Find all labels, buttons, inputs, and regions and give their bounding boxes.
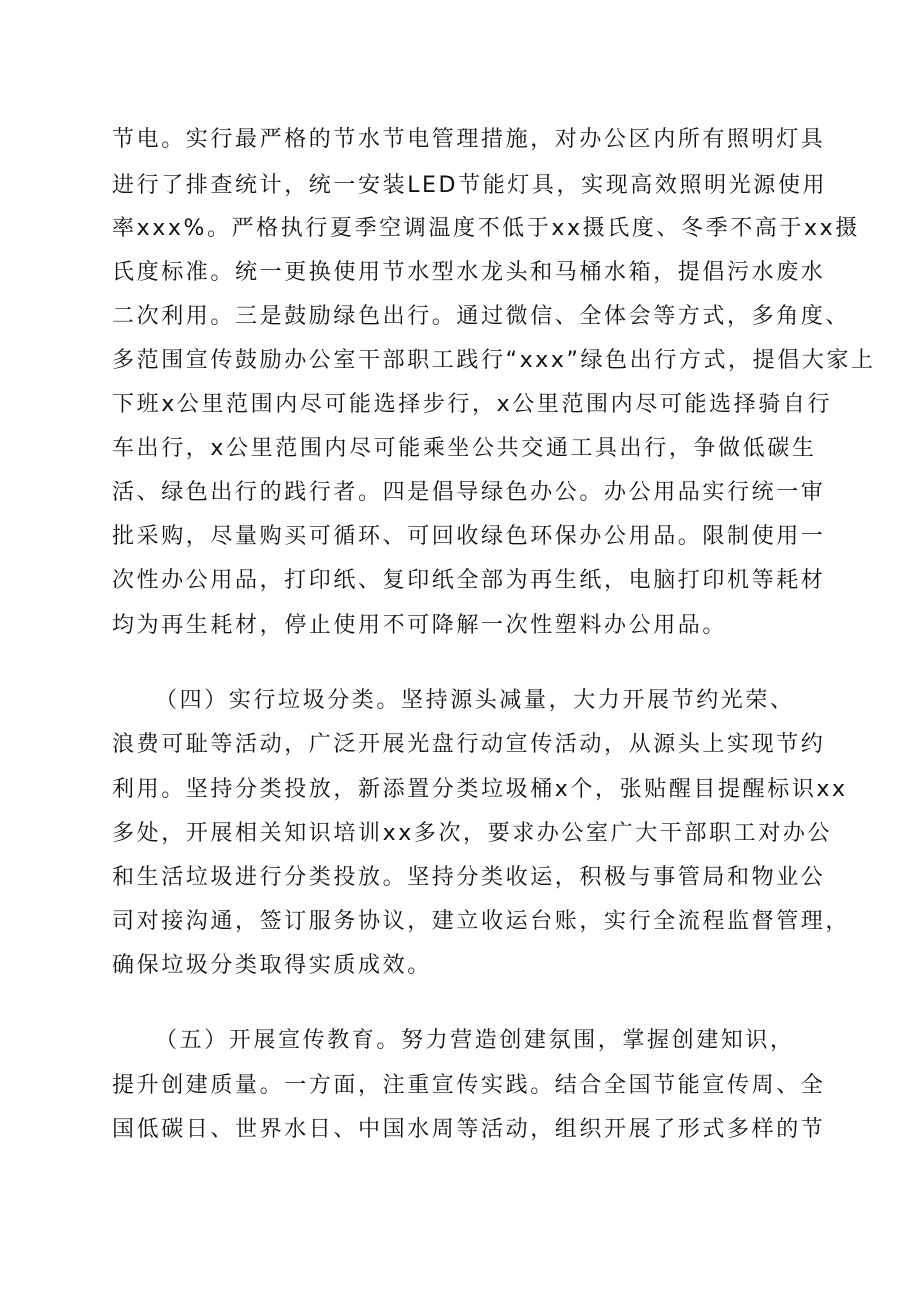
text-line: 国低碳日、世界水日、中国水周等活动，组织开展了形式多样的节 <box>112 1117 826 1142</box>
text-line: （四）实行垃圾分类。坚持源头减量，大力开展节约光荣、 <box>155 688 795 713</box>
text-line: 次性办公用品，打印纸、复印纸全部为再生纸，电脑打印机等耗材 <box>112 568 826 593</box>
text-line: 车出行，x公里范围内尽可能乘坐公共交通工具出行，争做低碳生 <box>112 436 817 461</box>
text-line: （五）开展宣传教育。努力营造创建氛围，掌握创建知识， <box>155 1028 795 1053</box>
text-line: 批采购，尽量购买可循环、可回收绿色环保办公用品。限制使用一 <box>112 524 826 549</box>
text-line: 节电。实行最严格的节水节电管理措施，对办公区内所有照明灯具 <box>112 127 826 152</box>
text-line: 浪费可耻等活动，广泛开展光盘行动宣传活动，从源头上实现节约 <box>112 732 826 757</box>
text-line: 二次利用。三是鼓励绿色出行。通过微信、全体会等方式，多角度、 <box>112 304 851 329</box>
text-line: 均为再生耗材，停止使用不可降解一次性塑料办公用品。 <box>112 613 728 638</box>
text-line: 提升创建质量。一方面，注重宣传实践。结合全国节能宣传周、全 <box>112 1073 826 1098</box>
text-line: 氏度标准。统一更换使用节水型水龙头和马桶水箱，提倡污水废水 <box>112 260 826 285</box>
text-line: 多范围宣传鼓励办公室干部职工践行“xxx”绿色出行方式，提倡大家上 <box>112 348 876 373</box>
text-line: 司对接沟通，签订服务协议，建立收运台账，实行全流程监督管理， <box>112 909 851 934</box>
text-line: 进行了排查统计，统一安装LED节能灯具，实现高效照明光源使用 <box>112 173 828 198</box>
text-line: 利用。坚持分类投放，新添置分类垃圾桶x个，张贴醒目提醒标识xx <box>112 777 848 802</box>
text-line: 活、绿色出行的践行者。四是倡导绿色办公。办公用品实行统一审 <box>112 480 826 505</box>
text-line: 多处，开展相关知识培训xx多次，要求办公室广大干部职工对办公 <box>112 821 833 846</box>
text-line: 下班x公里范围内尽可能选择步行，x公里范围内尽可能选择骑自行 <box>112 392 833 417</box>
text-line: 确保垃圾分类取得实质成效。 <box>112 953 432 978</box>
text-line: 和生活垃圾进行分类投放。坚持分类收运，积极与事管局和物业公 <box>112 865 826 890</box>
text-line: 率xxx%。严格执行夏季空调温度不低于xx摄氏度、冬季不高于xx摄 <box>112 216 860 241</box>
